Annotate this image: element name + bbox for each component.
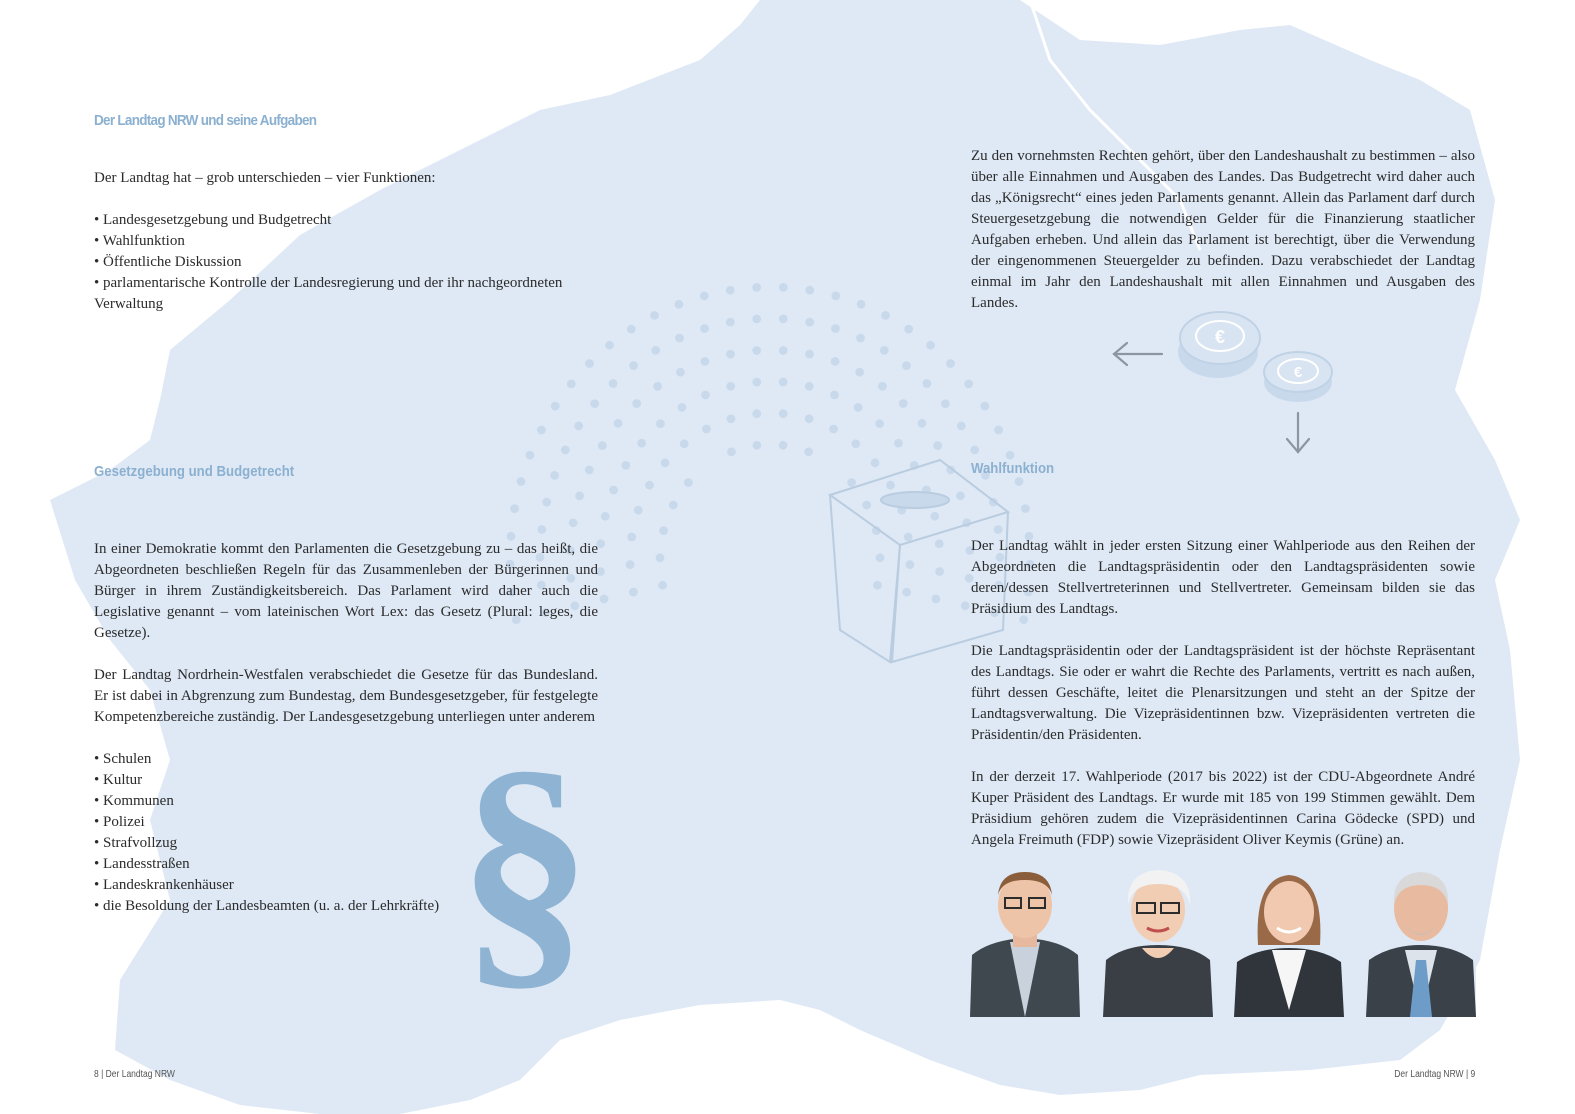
plenary-seat-dot: [830, 391, 839, 400]
plenary-seat-dot: [933, 441, 942, 450]
plenary-seat-dot: [601, 512, 610, 521]
list-item: • Kommunen: [94, 791, 598, 812]
plenary-seat-dot: [627, 325, 636, 334]
portrait-carina-goedecke: [1103, 870, 1213, 1017]
plenary-seat-dot: [569, 518, 578, 527]
budget-block: [971, 146, 1475, 314]
portrait-oliver-keymis: [1366, 870, 1476, 1017]
plenary-seat-dot: [645, 481, 654, 490]
plenary-seat-dot: [656, 419, 665, 428]
plenary-seat-dot: [726, 350, 735, 359]
plenary-seat-dot: [752, 378, 761, 387]
plenary-seat-dot: [676, 368, 685, 377]
plenary-seat-dot: [923, 379, 932, 388]
plenary-seat-dot: [629, 361, 638, 370]
plenary-seat-dot: [779, 409, 788, 418]
plenary-seat-dot: [906, 560, 915, 569]
plenary-seat-dot: [656, 553, 665, 562]
plenary-seat-dot: [876, 553, 885, 562]
plenary-seat-dot: [805, 350, 814, 359]
plenary-seat-dot: [542, 498, 551, 507]
svg-text:€: €: [1214, 327, 1226, 347]
plenary-seat-dot: [855, 368, 864, 377]
plenary-seat-dot: [659, 526, 668, 535]
plenary-seat-dot: [526, 451, 535, 460]
svg-text:€: €: [1293, 364, 1303, 381]
plenary-seat-dot: [700, 292, 709, 301]
list-item: • parlamentarische Kontrolle der Landesregierung und der ihr nachgeordneten Verwaltung: [94, 273, 598, 315]
plenary-seat-dot: [605, 341, 614, 350]
list-item: • Landesgesetzgebung und Budgetrecht: [94, 210, 598, 231]
plenary-seat-dot: [994, 426, 1003, 435]
plenary-seat-dot: [651, 346, 660, 355]
plenary-seat-dot: [678, 403, 687, 412]
plenary-seat-dot: [904, 325, 913, 334]
list-item: • Strafvollzug: [94, 833, 598, 854]
plenary-seat-dot: [881, 311, 890, 320]
state-law-paragraph: Der Landtag Nordrhein-Westfalen verabschiedet die Gesetze für das Bundesland. Er ist dabei in Abgrenzung zum Bundestag, dem Bundesgesetzgeber, für festgelegte Kompetenzbereiche zuständig. Der Landesgesetzgebung unterliegen unter anderem: [94, 667, 598, 725]
plenary-seat-dot: [726, 286, 735, 295]
page-title: Der Landtag NRW und seine Aufgaben: [94, 112, 317, 129]
plenary-seat-dot: [805, 318, 814, 327]
list-item: • Öffentliche Diskussion: [94, 252, 598, 273]
footer-right: Der Landtag NRW | 9: [1394, 1069, 1475, 1080]
plenary-seat-dot: [585, 466, 594, 475]
plenary-seat-dot: [935, 567, 944, 576]
section-heading-legislation: Gesetzgebung und Budgetrecht: [94, 463, 295, 480]
plenary-seat-dot: [930, 512, 939, 521]
plenary-seat-dot: [753, 441, 762, 450]
plenary-seat-dot: [537, 525, 546, 534]
paragraph-symbol-icon: §: [457, 715, 593, 1014]
plenary-seat-dot: [899, 399, 908, 408]
plenary-seat-dot: [627, 533, 636, 542]
plenary-seat-dot: [752, 409, 761, 418]
plenary-seat-dot: [957, 422, 966, 431]
plenary-seat-dot: [637, 439, 646, 448]
plenary-seat-dot: [871, 458, 880, 467]
plenary-seat-dot: [894, 439, 903, 448]
plenary-seat-dot: [653, 382, 662, 391]
plenary-seat-dot: [727, 447, 736, 456]
plenary-seat-dot: [702, 425, 711, 434]
plenary-seat-dot: [634, 506, 643, 515]
plenary-seat-dot: [862, 501, 871, 510]
plenary-seat-dot: [1021, 504, 1030, 513]
plenary-seat-dot: [609, 486, 618, 495]
plenary-seat-dot: [902, 361, 911, 370]
portrait-angela-freimuth: [1234, 870, 1344, 1017]
president-role-paragraph: Die Landtagspräsidentin oder der Landtagspräsident ist der höchste Repräsentant des Landtags. Sie oder er wahrt die Rechte des Parlaments, vertritt es nach außen, führt dessen Geschäfte, leitet die Plenarsitzungen und steht an der Spitze der Landtagsverwaltung. Die Vizepräsidentinnen bzw. Vizepräsidenten vertreten die Präsidentin/den Präsidenten.: [971, 643, 1475, 743]
plenary-seat-dot: [831, 324, 840, 333]
list-item: • Schulen: [94, 749, 598, 770]
plenary-seat-dot: [598, 441, 607, 450]
plenary-seat-dot: [856, 334, 865, 343]
plenary-seat-dot: [575, 491, 584, 500]
election-block: [971, 536, 1475, 851]
plenary-seat-dot: [851, 439, 860, 448]
plenary-seat-dot: [779, 283, 788, 292]
plenary-seat-dot: [585, 359, 594, 368]
plenary-seat-dot: [932, 595, 941, 604]
plenary-seat-dot: [980, 402, 989, 411]
list-item: • Polizei: [94, 812, 598, 833]
plenary-seat-dot: [941, 399, 950, 408]
list-item: • Wahlfunktion: [94, 231, 598, 252]
plenary-seat-dot: [675, 300, 684, 309]
plenary-seat-dot: [669, 501, 678, 510]
plenary-seat-dot: [701, 391, 710, 400]
plenary-seat-dot: [857, 300, 866, 309]
plenary-seat-dot: [831, 292, 840, 301]
plenary-seat-dot: [680, 439, 689, 448]
plenary-seat-dot: [574, 422, 583, 431]
plenary-seat-dot: [752, 283, 761, 292]
section-heading-election: Wahlfunktion: [971, 460, 1055, 477]
plenary-seat-dot: [847, 478, 856, 487]
plenary-seat-dot: [658, 581, 667, 590]
plenary-seat-dot: [829, 425, 838, 434]
plenary-seat-dot: [902, 588, 911, 597]
plenary-seat-dot: [726, 318, 735, 327]
plenary-seat-dot: [886, 481, 895, 490]
plenary-seat-dot: [779, 346, 788, 355]
plenary-seat-dot: [878, 382, 887, 391]
plenary-seat-dot: [629, 588, 638, 597]
plenary-seat-dot: [550, 471, 559, 480]
plenary-seat-dot: [675, 334, 684, 343]
plenary-seat-dot: [804, 447, 813, 456]
plenary-seat-dot: [956, 491, 965, 500]
plenary-seat-dot: [918, 419, 927, 428]
plenary-seat-dot: [650, 311, 659, 320]
budget-paragraph: Zu den vornehmsten Rechten gehört, über den Landeshaushalt zu bestimmen – also über alle Einnahmen und Ausgaben des Landes. Das Budgetrecht wird daher auch das „Königsrecht“ eines jeden Parlaments genannt. Allein das Parlament darf durch Steuergesetzgebung die notwendigen Gelder für die Finanzierung staatlicher Aufgaben erheben. Und allein das Parlament ist berechtigt, über die Verwendung der eingenommenen Steuergelder zu befinden. Dazu verabschiedet der Landtag einmal im Jahr den Landeshaushalt mit allen Einnahmen und Ausgaben des Landes.: [971, 148, 1475, 311]
list-item: • die Besoldung der Landesbeamten (u. a. der Lehrkräfte): [94, 896, 598, 917]
plenary-seat-dot: [854, 403, 863, 412]
intro-block: [94, 168, 598, 315]
plenary-seat-dot: [880, 346, 889, 355]
footer-left: 8 | Der Landtag NRW: [94, 1069, 175, 1080]
plenary-seat-dot: [621, 461, 630, 470]
plenary-seat-dot: [600, 595, 609, 604]
plenary-seat-dot: [661, 458, 670, 467]
plenary-seat-dot: [970, 446, 979, 455]
functions-list: [94, 210, 598, 315]
plenary-seat-dot: [779, 441, 788, 450]
plenary-seat-dot: [561, 446, 570, 455]
plenary-seat-dot: [510, 504, 519, 513]
plenary-seat-dot: [626, 560, 635, 569]
plenary-seat-dot: [961, 601, 970, 610]
plenary-seat-dot: [590, 399, 599, 408]
plenary-seat-dot: [779, 315, 788, 324]
plenary-seat-dot: [551, 402, 560, 411]
plenary-seat-dot: [805, 382, 814, 391]
plenary-seat-dot: [831, 357, 840, 366]
plenary-seat-dot: [609, 379, 618, 388]
plenary-seat-dot: [752, 315, 761, 324]
plenary-seat-dot: [805, 414, 814, 423]
plenary-seat-dot: [935, 539, 944, 548]
plenary-seat-dot: [614, 419, 623, 428]
plenary-seat-dot: [537, 426, 546, 435]
plenary-seat-dot: [684, 478, 693, 487]
plenary-seat-dot: [946, 359, 955, 368]
intro-text: Der Landtag hat – grob unterschieden – vier Funktionen:: [94, 170, 436, 186]
plenary-seat-dot: [873, 581, 882, 590]
plenary-seat-dot: [726, 382, 735, 391]
plenary-seat-dot: [994, 525, 1003, 534]
plenary-seat-dot: [779, 378, 788, 387]
plenary-seat-dot: [567, 380, 576, 389]
plenary-seat-dot: [926, 341, 935, 350]
plenary-seat-dot: [964, 380, 973, 389]
competences-list: [94, 749, 598, 917]
legislation-block: [94, 539, 598, 917]
portrait-andre-kuper: [970, 870, 1080, 1017]
plenary-seat-dot: [875, 419, 884, 428]
list-item: • Landeskrankenhäuser: [94, 875, 598, 896]
legislation-paragraph: In einer Demokratie kommt den Parlamenten die Gesetzgebung zu – das heißt, die Abgeordneten beschließen Regeln für das Zusammenleben der Bürgerinnen und Bürger in ihrem Zuständigkeitsbereich. Das Parlament wird daher auch die Legislative genannt – vom lateinischen Wort Lex: das Gesetz (Plural: leges, die Gesetze).: [94, 541, 598, 641]
list-item: • Kultur: [94, 770, 598, 791]
list-item: • Landesstraßen: [94, 854, 598, 875]
plenary-seat-dot: [904, 533, 913, 542]
plenary-seat-dot: [805, 286, 814, 295]
current-presidium-paragraph: In der derzeit 17. Wahlperiode (2017 bis 2022) ist der CDU-Abgeordnete André Kuper Präsident des Landtags. Er wurde mit 185 von 199 Stimmen gewählt. Dem Präsidium gehören zudem die Vizepräsidentinnen Carina Gödecke (SPD) und Angela Freimuth (FDP) sowie Vizepräsident Oliver Keymis (Grüne) an.: [971, 769, 1475, 848]
plenary-seat-dot: [632, 399, 641, 408]
plenary-seat-dot: [701, 357, 710, 366]
plenary-seat-dot: [727, 414, 736, 423]
plenary-seat-dot: [700, 324, 709, 333]
election-paragraph: Der Landtag wählt in jeder ersten Sitzung einer Wahlperiode aus den Reihen der Abgeordneten die Landtagspräsidentin oder den Landtagspräsidenten sowie deren/dessen Stellvertreterinnen und Stellvertreter. Gemeinsam bilden sie das Präsidium des Landtags.: [971, 538, 1475, 617]
plenary-seat-dot: [752, 346, 761, 355]
